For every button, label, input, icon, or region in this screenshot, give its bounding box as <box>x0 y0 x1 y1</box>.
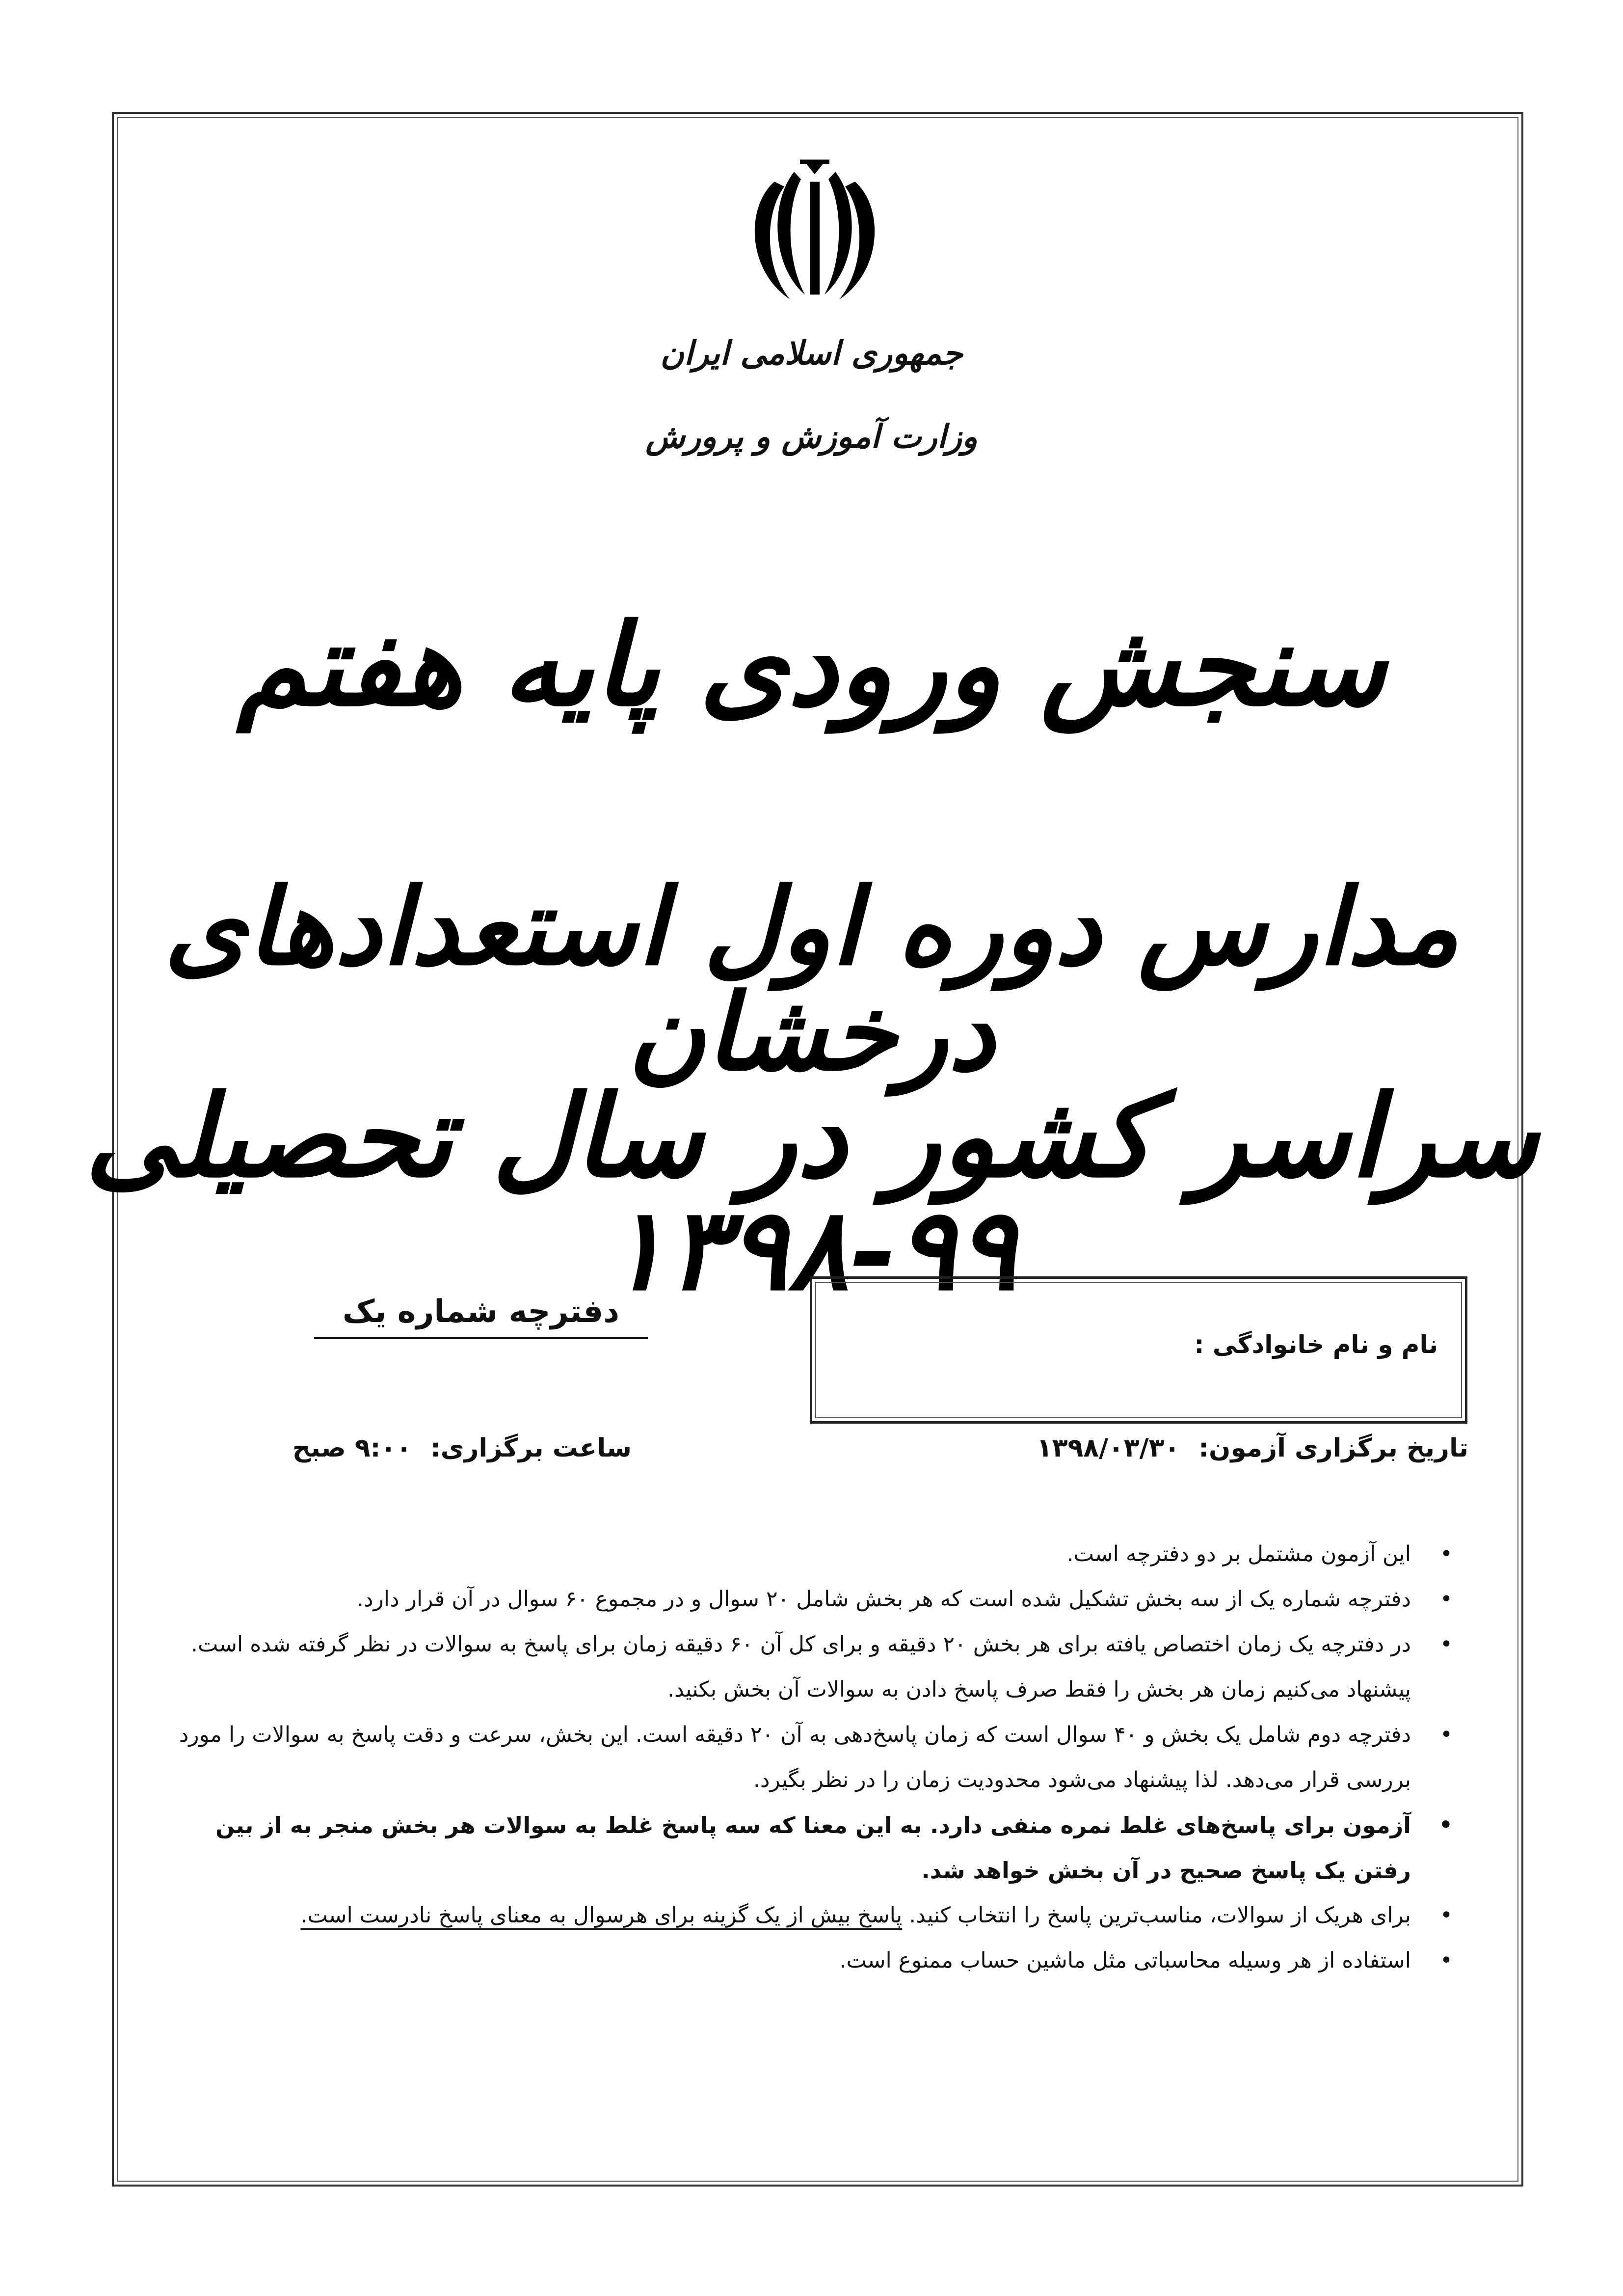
note-text: آزمون برای پاسخ‌های غلط نمره منفی دارد. به این معنا که سه پاسخ غلط به سوالات هر بخش منجر به از بین رفتن یک پاسخ صحیح در آن بخش خواهد شد. <box>215 1812 1411 1884</box>
note-text: برای هریک از سوالات، مناسب‌ترین پاسخ را انتخاب کنید. <box>909 1903 1411 1928</box>
list-item <box>162 1532 1458 1577</box>
bullet-icon: • <box>1440 1541 1453 1567</box>
booklet-label: دفترچه شماره یک <box>314 1294 648 1339</box>
title-line-3: سراسر کشور در سال تحصیلی ۹۹-۱۳۹۸ <box>85 1070 1538 1316</box>
bullet-icon: • <box>1440 1587 1453 1612</box>
note-text: این آزمون مشتمل بر دو دفترچه است. <box>1066 1541 1411 1567</box>
title-line-1: سنجش ورودی پایه هفتم <box>237 599 1386 731</box>
note-text: در دفترچه یک زمان اختصاص یافته برای هر بخش ۲۰ دقیقه و برای کل آن ۶۰ دقیقه زمان برای پاسخ به سوالات در نظر گرفته شده است. پیشنهاد می‌کنیم زمان هر بخش را فقط صرف پاسخ دادن به سوالات آن بخش بکنید. <box>190 1632 1411 1702</box>
name-field-label: نام و نام خانوادگی : <box>1194 1330 1438 1359</box>
exam-date <box>1037 1433 1468 1463</box>
ministry-heading: وزارت آموزش و پرورش <box>645 417 978 456</box>
title-line-2: مدارس دوره اول استعدادهای درخشان <box>164 864 1459 1094</box>
list-item <box>162 1622 1458 1712</box>
name-field-box[interactable] <box>810 1276 1467 1424</box>
list-item <box>162 1938 1458 1983</box>
republic-heading: جمهوری اسلامی ایران <box>660 334 963 372</box>
exam-time-value: ۹:۰۰ صبح <box>292 1433 412 1463</box>
bullet-icon: • <box>1440 1948 1453 1973</box>
exam-time-label: ساعت برگزاری: <box>430 1433 632 1463</box>
exam-date-value: ۱۳۹۸/۰۳/۳۰ <box>1037 1433 1180 1463</box>
list-item <box>162 1803 1458 1893</box>
list-item <box>162 1577 1458 1622</box>
list-item <box>162 1893 1458 1938</box>
note-text-underlined: پاسخ بیش از یک گزینه برای هرسوال به معنای پاسخ نادرست است. <box>300 1903 903 1928</box>
bullet-icon: • <box>1440 1903 1453 1928</box>
exam-time <box>293 1433 632 1463</box>
bullet-icon: • <box>1440 1632 1453 1657</box>
bullet-icon: • <box>1440 1722 1453 1747</box>
list-item <box>162 1712 1458 1803</box>
exam-date-label: تاریخ برگزاری آزمون: <box>1198 1433 1468 1463</box>
bullet-icon: • <box>1438 1812 1453 1837</box>
instructions-list <box>162 1532 1458 1983</box>
iran-emblem-icon <box>736 152 893 314</box>
note-text: دفترچه دوم شامل یک بخش و ۴۰ سوال است که زمان پاسخ‌دهی به آن ۲۰ دقیقه است. این بخش، سرعت و دقت پاسخ به سوالات را مورد بررسی قرار می‌دهد. لذا پیشنهاد می‌شود محدودیت زمان را در نظر بگیرد. <box>179 1722 1411 1792</box>
note-text: دفترچه شماره یک از سه بخش تشکیل شده است که هر بخش شامل ۲۰ سوال و در مجموع ۶۰ سوال در آن قرار دارد. <box>356 1587 1411 1612</box>
note-text: استفاده از هر وسیله محاسباتی مثل ماشین حساب ممنوع است. <box>839 1948 1411 1973</box>
